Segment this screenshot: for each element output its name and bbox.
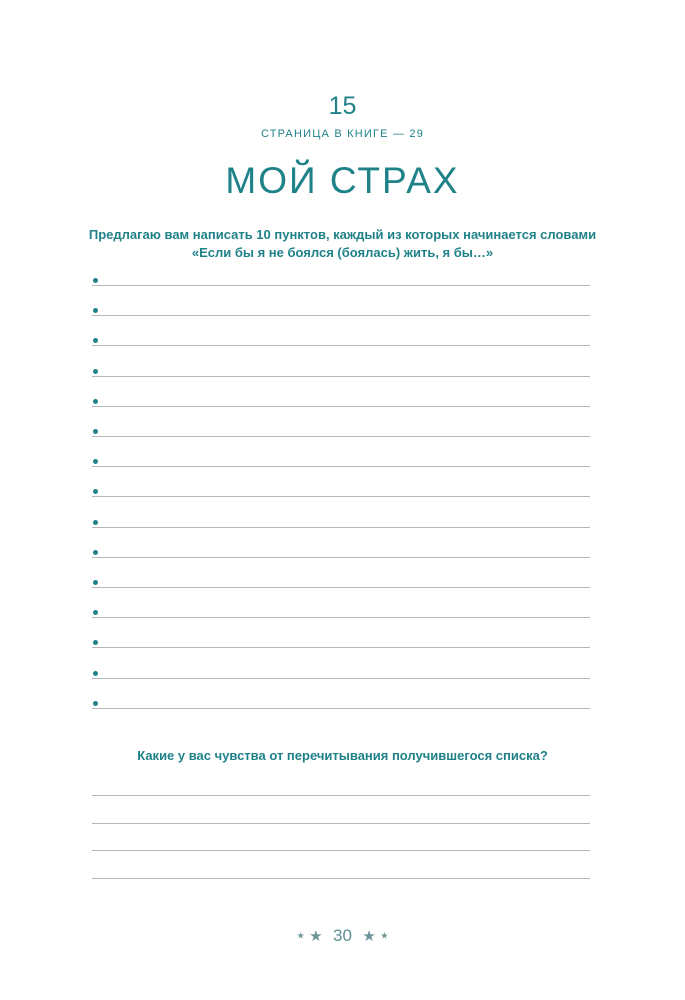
chapter-number: 15	[328, 92, 357, 120]
writing-line	[92, 466, 590, 467]
book-page-reference: СТРАНИЦА В КНИГЕ — 29	[260, 128, 425, 140]
page-number: 30	[333, 926, 352, 945]
star-icon: ★	[380, 930, 389, 941]
bullet-dot-icon	[93, 520, 98, 525]
answer-writing-line[interactable]	[92, 850, 590, 851]
writing-line	[92, 376, 590, 377]
writing-line	[92, 345, 590, 346]
bullet-dot-icon	[93, 701, 98, 706]
answer-writing-line[interactable]	[92, 795, 590, 796]
writing-line	[92, 406, 590, 407]
bullet-dot-icon	[93, 671, 98, 676]
writing-line	[92, 527, 590, 528]
bullet-dot-icon	[93, 308, 98, 313]
bullet-dot-icon	[93, 489, 98, 494]
writing-line	[92, 285, 590, 286]
bullet-dot-icon	[93, 429, 98, 434]
question-text: Какие у вас чувства от перечитывания получившегося списка?	[137, 748, 548, 763]
bullet-dot-icon	[93, 399, 98, 404]
star-icon: ★	[296, 930, 305, 941]
writing-line	[92, 436, 590, 437]
writing-line	[92, 587, 590, 588]
answer-writing-line[interactable]	[92, 823, 590, 824]
bullet-dot-icon	[93, 550, 98, 555]
writing-line	[92, 708, 590, 709]
bullet-dot-icon	[93, 278, 98, 283]
bullet-dot-icon	[93, 459, 98, 464]
bullet-dot-icon	[93, 610, 98, 615]
answer-writing-line[interactable]	[92, 878, 590, 879]
writing-line	[92, 557, 590, 558]
writing-line	[92, 617, 590, 618]
instruction-line-1: Предлагаю вам написать 10 пунктов, каждый из которых начинается словами	[88, 227, 597, 242]
instruction-line-2: «Если бы я не боялся (боялась) жить, я бы…»	[191, 245, 494, 260]
star-icon: ★	[362, 928, 376, 945]
bullet-dot-icon	[93, 338, 98, 343]
instruction-text	[0, 226, 685, 262]
page-footer	[0, 926, 685, 946]
writing-line	[92, 496, 590, 497]
writing-line	[92, 647, 590, 648]
star-icon: ★	[309, 928, 323, 945]
bullet-dot-icon	[93, 369, 98, 374]
writing-line	[92, 678, 590, 679]
bullet-dot-icon	[93, 580, 98, 585]
writing-line	[92, 315, 590, 316]
bullet-dot-icon	[93, 640, 98, 645]
page-title: МОЙ СТРАХ	[225, 160, 460, 201]
